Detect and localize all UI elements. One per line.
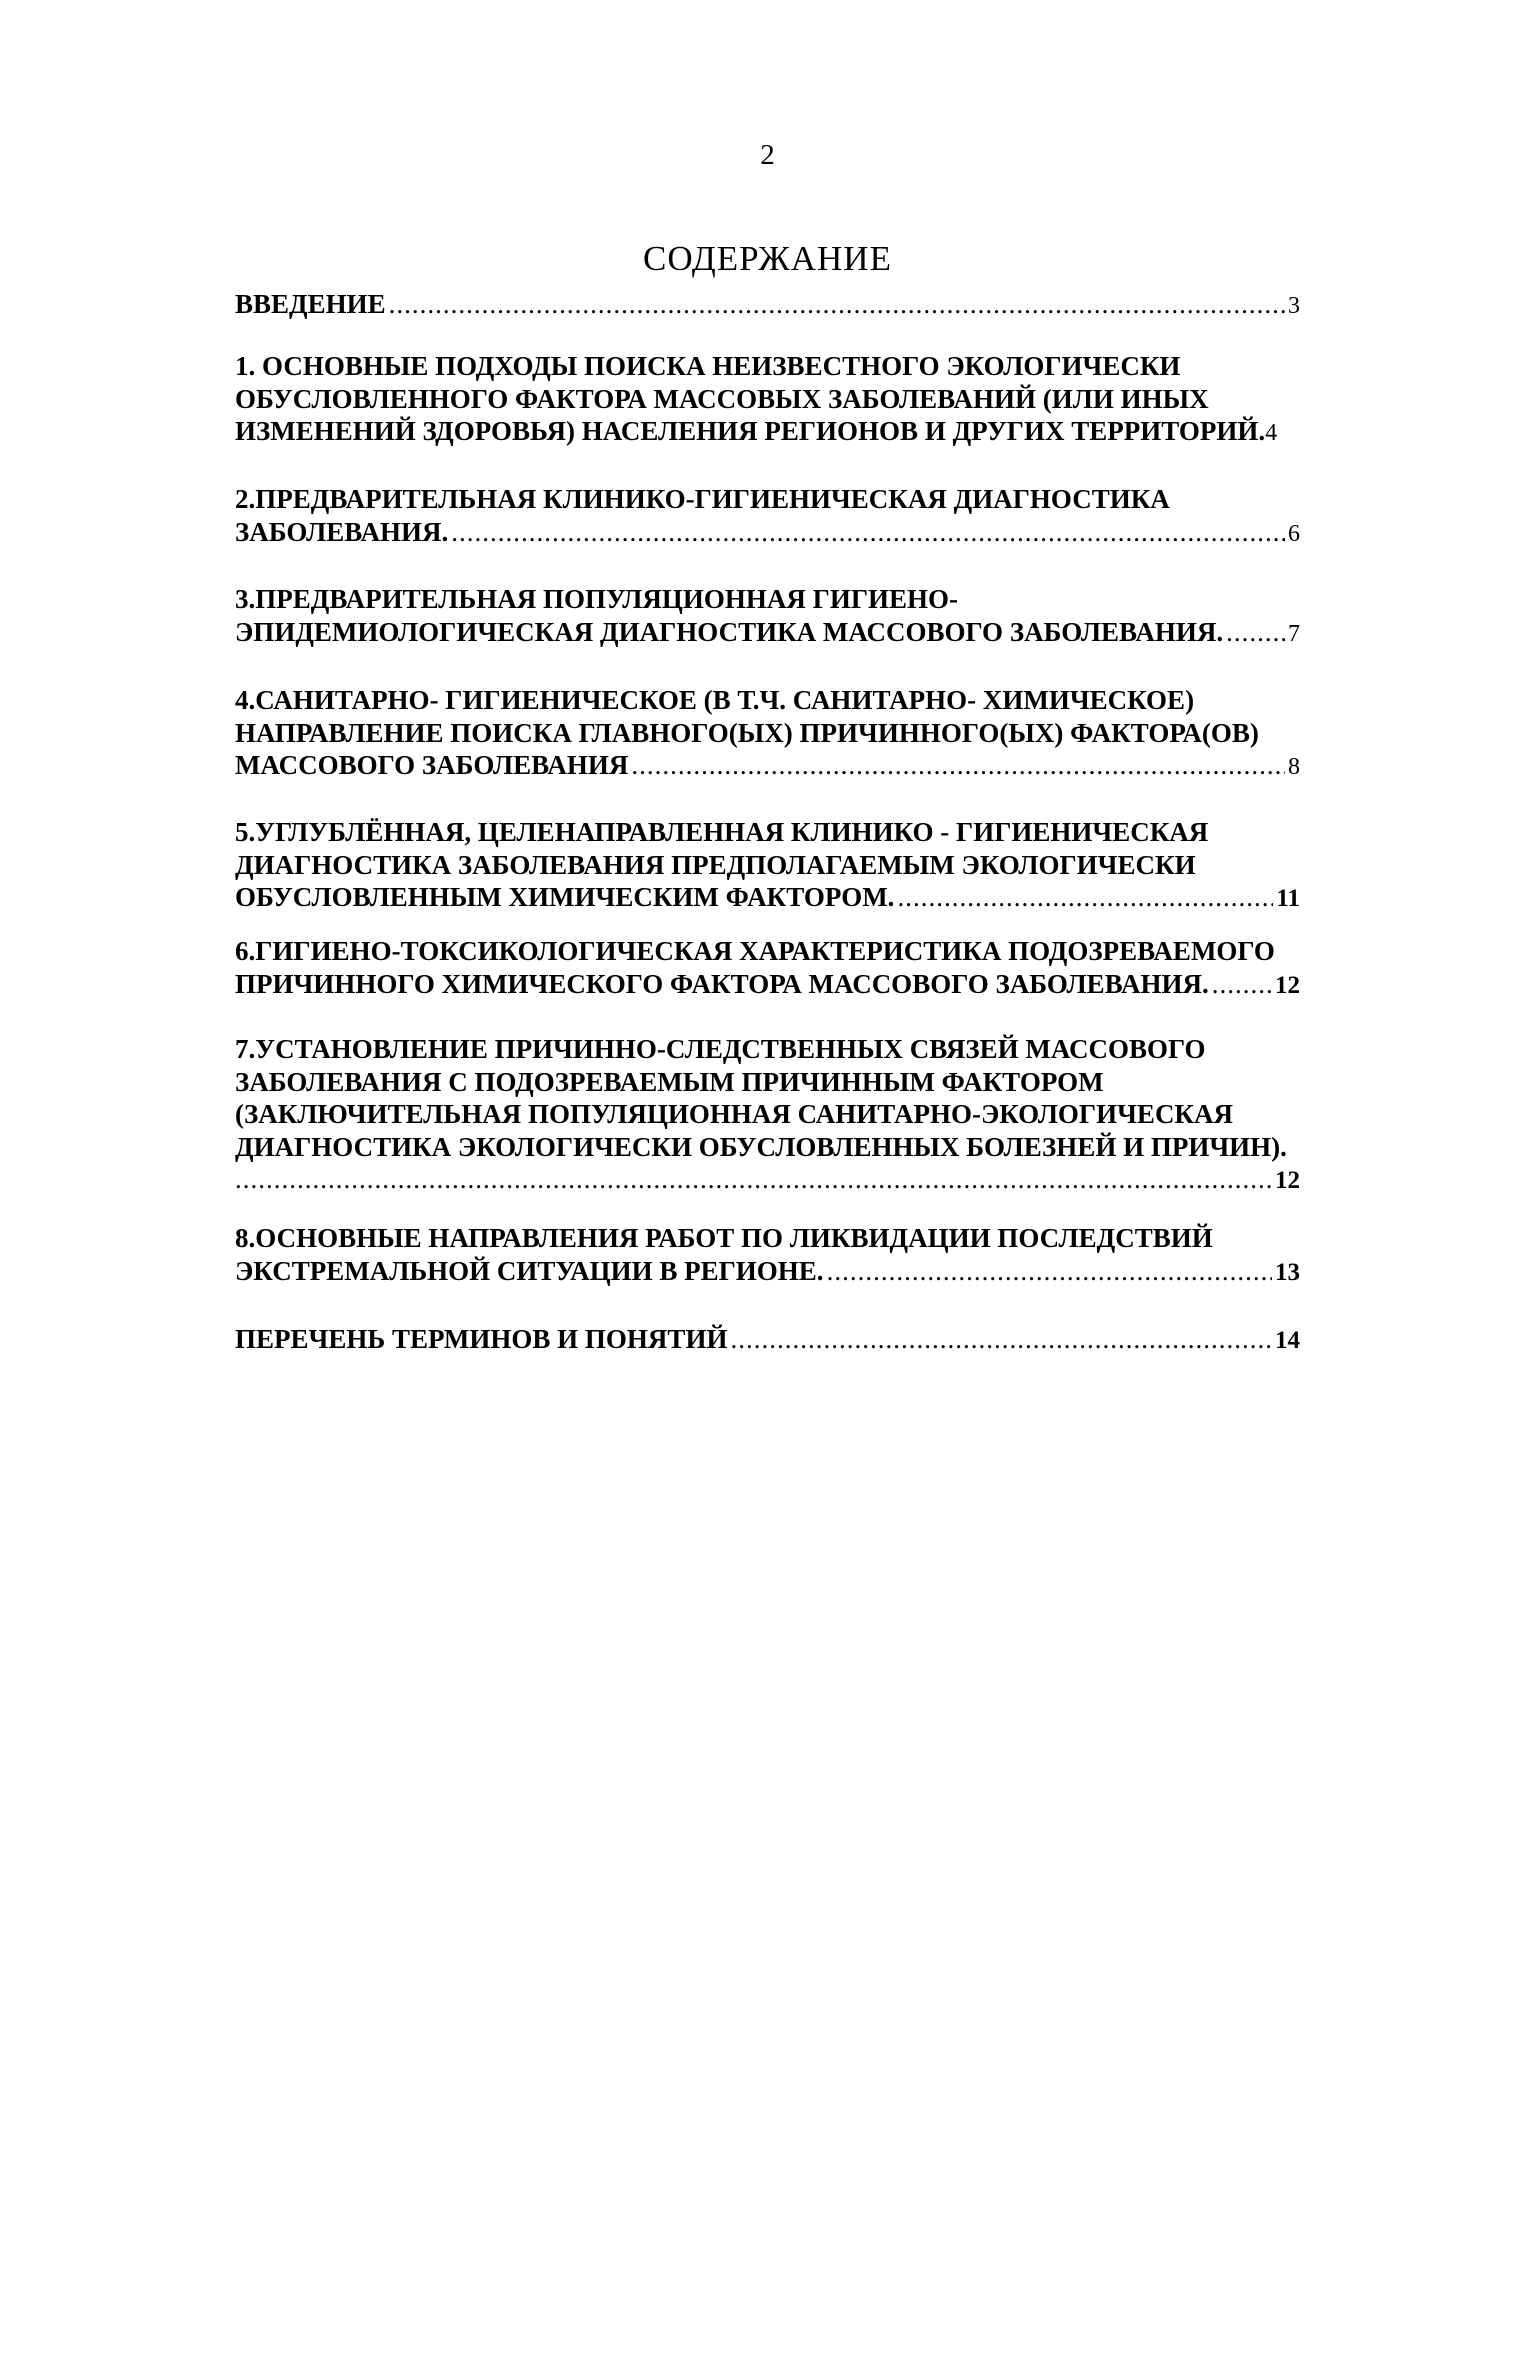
- toc-page-number: 12: [1275, 1167, 1300, 1194]
- dot-leader: [730, 1323, 1272, 1356]
- toc-entry-title: МАССОВОГО ЗАБОЛЕВАНИЯ: [235, 750, 629, 780]
- toc-page-number: 14: [1275, 1327, 1300, 1354]
- toc-entry-line: ОБУСЛОВЛЕННОГО ФАКТОРА МАССОВЫХ ЗАБОЛЕВАНИЙ (ИЛИ ИНЫХ: [235, 383, 1209, 414]
- toc-entry-section-2[interactable]: [235, 483, 1300, 550]
- toc-page-number: 4: [1265, 420, 1278, 446]
- toc-entry-glossary[interactable]: [235, 1323, 1300, 1358]
- toc-entry-line: (ЗАКЛЮЧИТЕЛЬНАЯ ПОПУЛЯЦИОННАЯ САНИТАРНО-ЭКОЛОГИЧЕСКАЯ: [235, 1099, 1234, 1129]
- toc-entry-last-line: [235, 1323, 1300, 1358]
- toc-entry-line: НАПРАВЛЕНИЕ ПОИСКА ГЛАВНОГО(ЫХ) ПРИЧИННОГО(ЫХ) ФАКТОРА(ОВ): [235, 717, 1259, 748]
- toc-entry-introduction[interactable]: [235, 288, 1300, 323]
- dot-leader: [827, 1255, 1272, 1288]
- toc-page-number: 12: [1275, 971, 1300, 999]
- toc-entry-title: ОБУСЛОВЛЕННЫМ ХИМИЧЕСКИМ ФАКТОРОМ.: [235, 882, 895, 912]
- toc-entry-last-line: [235, 749, 1300, 784]
- toc-entry-line: ЗАБОЛЕВАНИЯ С ПОДОЗРЕВАЕМЫМ ПРИЧИННЫМ ФАКТОРОМ: [235, 1066, 1104, 1097]
- toc-entry-line: 7.УСТАНОВЛЕНИЕ ПРИЧИННО-СЛЕДСТВЕННЫХ СВЯЗЕЙ МАССОВОГО: [235, 1034, 1206, 1064]
- toc-title: СОДЕРЖАНИЕ: [643, 239, 892, 278]
- dot-leader: [389, 288, 1285, 321]
- toc-page-number: 3: [1288, 293, 1300, 319]
- toc-entry-title: ПЕРЕЧЕНЬ ТЕРМИНОВ И ПОНЯТИЙ: [235, 1324, 728, 1354]
- toc-entry-last-line: [235, 415, 1300, 450]
- toc-entry-last-line: [235, 881, 1300, 916]
- toc-entry-title: ЭПИДЕМИОЛОГИЧЕСКАЯ ДИАГНОСТИКА МАССОВОГО ЗАБОЛЕВАНИЯ.: [235, 616, 1224, 647]
- dot-leader: [235, 1163, 1272, 1196]
- toc-entry-section-3[interactable]: [235, 583, 1300, 650]
- toc-entry-line: 6.ГИГИЕНО-ТОКСИКОЛОГИЧЕСКАЯ ХАРАКТЕРИСТИКА ПОДОЗРЕВАЕМОГО: [235, 936, 1275, 966]
- toc-entry-line: 3.ПРЕДВАРИТЕЛЬНАЯ ПОПУЛЯЦИОННАЯ ГИГИЕНО-: [235, 584, 959, 614]
- dot-leader: [1226, 616, 1285, 649]
- toc-entry-section-6[interactable]: [235, 935, 1300, 1002]
- toc-page-number: 6: [1288, 520, 1300, 547]
- toc-page-number: 7: [1288, 620, 1300, 647]
- toc-entry-line: ДИАГНОСТИКА ЗАБОЛЕВАНИЯ ПРЕДПОЛАГАЕМЫМ ЭКОЛОГИЧЕСКИ: [235, 849, 1196, 880]
- toc-entry-line: 1. ОСНОВНЫЕ ПОДХОДЫ ПОИСКА НЕИЗВЕСТНОГО ЭКОЛОГИЧЕСКИ: [235, 351, 1181, 381]
- toc-entry-last-line: [235, 516, 1300, 551]
- toc-entry-section-8[interactable]: [235, 1222, 1300, 1289]
- toc-entry-line: 5.УГЛУБЛЁННАЯ, ЦЕЛЕНАПРАВЛЕННАЯ КЛИНИКО - ГИГИЕНИЧЕСКАЯ: [235, 817, 1209, 847]
- toc-page-number: 11: [1276, 885, 1300, 912]
- toc-entry-last-line: [235, 1255, 1300, 1290]
- toc-entry-section-7[interactable]: [235, 1033, 1300, 1198]
- toc-entry-last-line: [235, 1163, 1300, 1198]
- toc-entry-line: 2.ПРЕДВАРИТЕЛЬНАЯ КЛИНИКО-ГИГИЕНИЧЕСКАЯ ДИАГНОСТИКА: [235, 484, 1170, 514]
- toc-page-number: 8: [1288, 754, 1300, 780]
- toc-entry-last-line: [235, 288, 1300, 323]
- dot-leader: [897, 881, 1273, 914]
- toc-entry-section-1[interactable]: [235, 350, 1300, 450]
- toc-entry-title: ПРИЧИННОГО ХИМИЧЕСКОГО ФАКТОРА МАССОВОГО ЗАБОЛЕВАНИЯ.: [235, 968, 1209, 999]
- toc-entry-title: ВВЕДЕНИЕ: [235, 289, 386, 319]
- toc-entry-line: ДИАГНОСТИКА ЭКОЛОГИЧЕСКИ ОБУСЛОВЛЕННЫХ БОЛЕЗНЕЙ И ПРИЧИН).: [235, 1131, 1287, 1162]
- toc-entry-last-line: [235, 968, 1300, 1003]
- dot-leader: [451, 516, 1285, 549]
- toc-entry-title: ЭКСТРЕМАЛЬНОЙ СИТУАЦИИ В РЕГИОНЕ.: [235, 1255, 824, 1286]
- toc-entry-line: 8.ОСНОВНЫЕ НАПРАВЛЕНИЯ РАБОТ ПО ЛИКВИДАЦИИ ПОСЛЕДСТВИЙ: [235, 1223, 1213, 1253]
- toc-entry-title: ЗАБОЛЕВАНИЯ.: [235, 516, 449, 547]
- toc-entry-last-line: [235, 616, 1300, 651]
- toc-page-number: 13: [1275, 1258, 1300, 1286]
- toc-entry-title: ИЗМЕНЕНИЙ ЗДОРОВЬЯ) НАСЕЛЕНИЯ РЕГИОНОВ И ДРУГИХ ТЕРРИТОРИЙ.: [235, 416, 1266, 446]
- dot-leader: [631, 749, 1285, 782]
- dot-leader: [1212, 968, 1272, 1001]
- toc-entry-line: 4.САНИТАРНО- ГИГИЕНИЧЕСКОЕ (В Т.Ч. САНИТАРНО- ХИМИЧЕСКОЕ): [235, 685, 1195, 715]
- toc-entry-section-5[interactable]: [235, 816, 1300, 916]
- toc-entry-section-4[interactable]: [235, 684, 1300, 784]
- page-number: 2: [760, 139, 775, 171]
